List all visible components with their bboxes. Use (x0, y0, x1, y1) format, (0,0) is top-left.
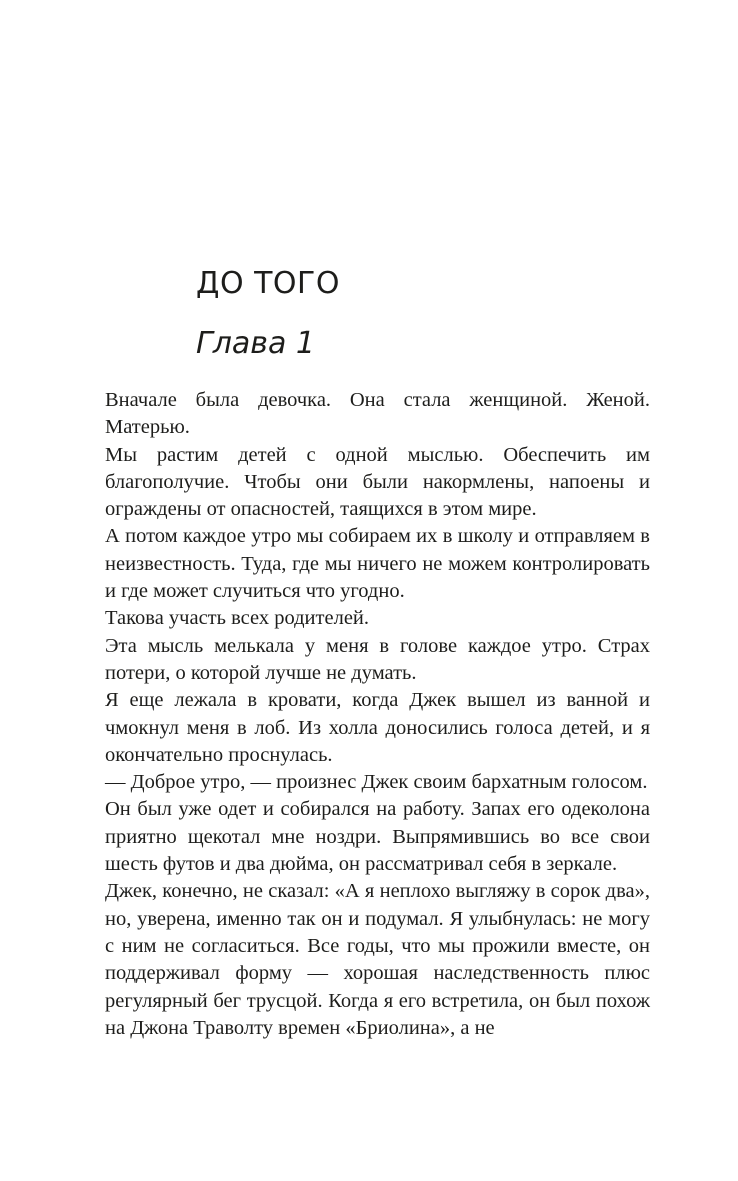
paragraph: Он был уже одет и собирался на работу. Запах его одеколона приятно щекотал мне ноздри. Выпрямившись во все свои шесть футов и два дюйма, он рассматривал себя в зеркале. (105, 798, 650, 876)
paragraph: Джек, конечно, не сказал: «А я неплохо выгляжу в сорок два», но, уверена, именно так он и подумал. Я улыбнулась: не могу с ним не согласиться. Все годы, что мы прожили вместе, он поддерживал форму — хорошая наследственность плюс регулярный бег трусцой. Когда я его встретила, он был похож на Джона Траволту времен «Бриолина», а не (105, 880, 650, 1039)
part-title: ДО ТОГО (196, 266, 340, 301)
paragraph: — Доброе утро, — произнес Джек своим бархатным голосом. (105, 771, 648, 794)
chapter-body (105, 387, 650, 1042)
paragraph: Мы растим детей с одной мыслью. Обеспечить им благополучие. Чтобы они были накормлены, напоены и ограждены от опасностей, таящихся в этом мире. (105, 443, 650, 521)
paragraph: А потом каждое утро мы собираем их в школу и отправляем в неизвестность. Туда, где мы ничего не можем контролировать и где может случиться что угодно. (105, 525, 650, 603)
paragraph: Я еще лежала в кровати, когда Джек вышел из ванной и чмокнул меня в лоб. Из холла доносились голоса детей, и я окончательно проснулась. (105, 689, 650, 766)
chapter-title: Глава 1 (196, 326, 315, 361)
paragraph: Вначале была девочка. Она стала женщиной. Женой. Матерью. (105, 389, 650, 439)
paragraph: Эта мысль мелькала у меня в голове каждое утро. Страх потери, о которой лучше не думать. (105, 634, 650, 684)
paragraph: Такова участь всех родителей. (105, 607, 370, 630)
